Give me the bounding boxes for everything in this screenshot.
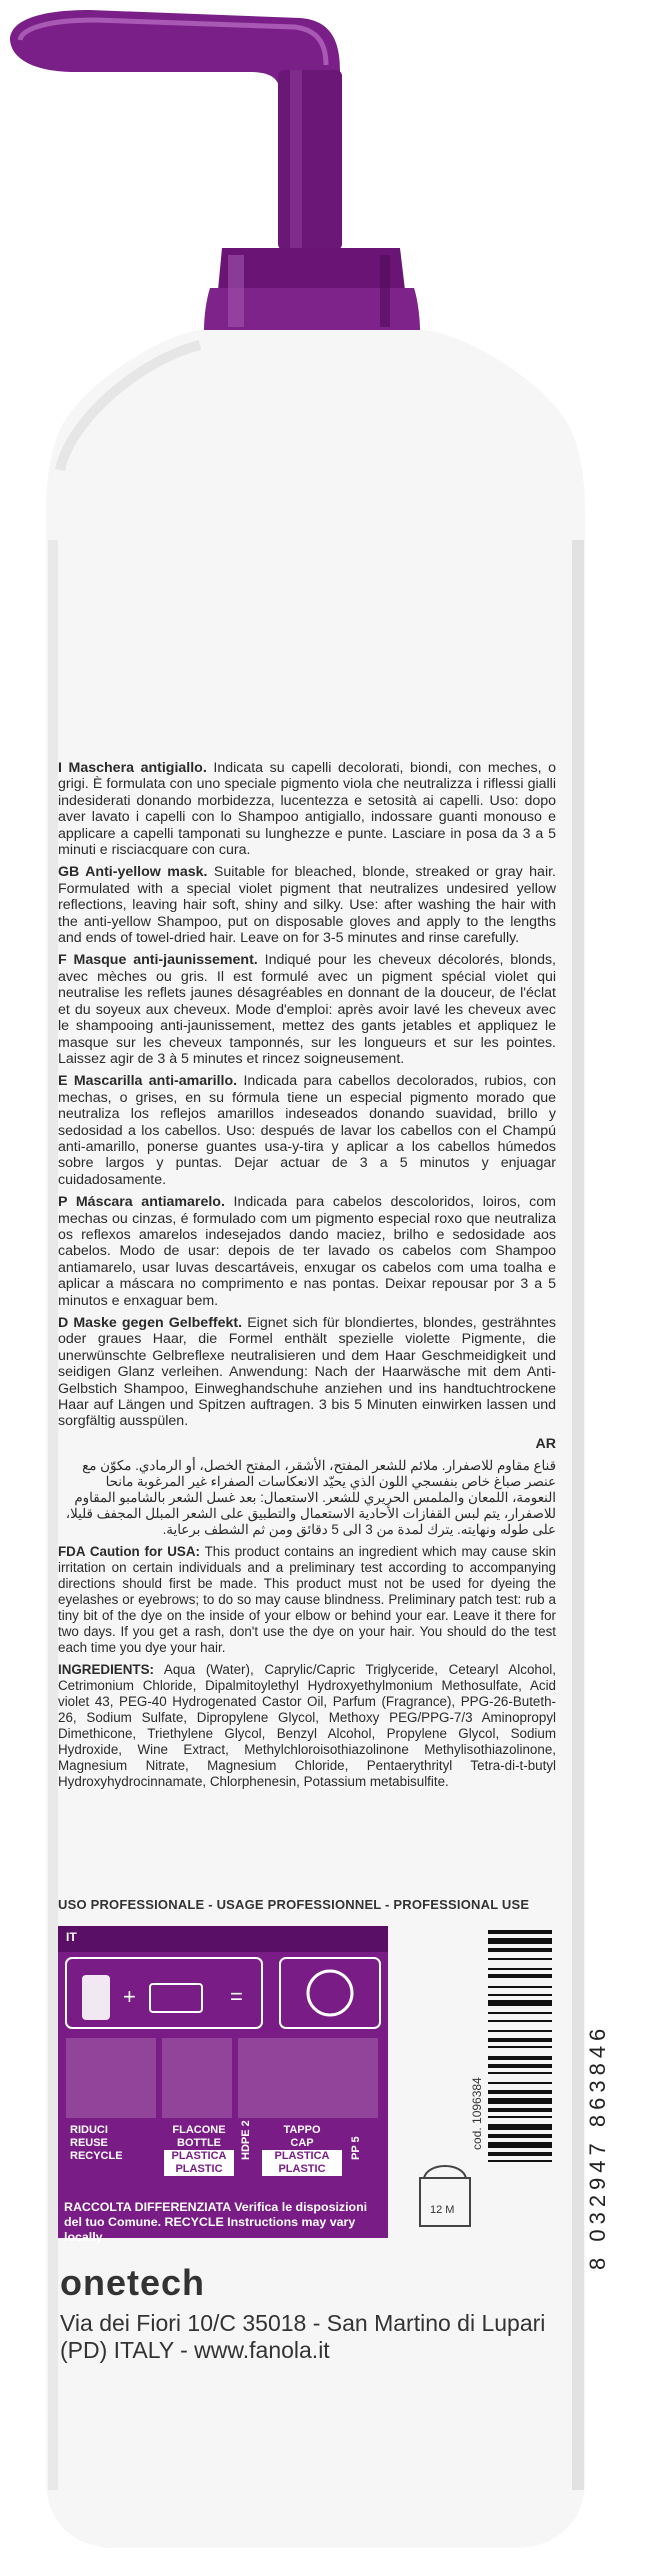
svg-text:+: + [123, 1984, 136, 2009]
barcode-bar [488, 2090, 552, 2094]
bottle-label: BOTTLE [177, 2137, 221, 2149]
label-ar-tag: AR [535, 1435, 556, 1452]
ingredients-body: Aqua (Water), Caprylic/Capric Triglyceride, Cetearyl Alcohol, Cetrimonium Chloride, Dipalmitoylethyl Hydroxyethylmonium Methosulfate, Acid violet 43, PEG-40 Hydrogenated Castor Oil, Parfum (Fragrance), PPG-26-Buteth-26, Sodium Sulfate, Dipropylene Glycol, Methoxy PEG/PPG-7/3 Aminopropyl Dimethicone, Triethylene Glycol, Benzyl Alcohol, Propylene Glycol, Sodium Hydroxide, Wine Extract, Methylchloroisothiazolinone Methylisothiazolinone, Magnesium Nitrate, Magnesium Chloride, Pentaerythrityl Tetra-di-t-butyl Hydroxyhydrocinnamate, Chlorphenesin, Potassium metabisulfite. [58, 1662, 557, 1790]
svg-text:=: = [230, 1984, 243, 2009]
barcode-bar [488, 1948, 552, 1952]
tappo-label: TAPPO [283, 2124, 321, 2136]
reuse-label: REUSE [70, 2137, 108, 2149]
barcode-bar [488, 1986, 552, 1988]
barcode-bar [488, 2000, 552, 2006]
label-it-body: Indicata su capelli decolorati, biondi, con meches, o grigi. È formulata con uno speciale pigmento viola che neutralizza i riflessi gialli indesiderati donando morbidezza, lucentezza e setosità ai capelli. Uso: dopo aver lavato i capelli con lo Shampoo antigiallo, indossare guanti monouso e applicare a capelli tamponati su lunghezze e punte. Lasciare in posa da 3 a 5 minuti e risciacquare con cura. [58, 760, 556, 859]
label-text-block [58, 760, 556, 1796]
label-es-title: E Mascarilla anti-amarillo. [58, 1073, 238, 1090]
brand-logo: onetech [60, 2262, 206, 2303]
label-fr-title: F Masque anti-jaunissement. [58, 952, 258, 969]
pump-nozzle [10, 10, 342, 250]
barcode-bar [488, 2012, 552, 2014]
barcode-bar [488, 2072, 552, 2074]
label-it-title: I Maschera antigiallo. [58, 760, 207, 776]
hdpe-label: HDPE 2 [240, 2120, 252, 2160]
barcode-bar [488, 2082, 552, 2084]
barcode-bar [488, 2038, 552, 2042]
barcode-bar [488, 1958, 552, 1960]
barcode-bar [488, 2046, 552, 2048]
barcode-number: 8 032947 863846 [585, 2023, 610, 2270]
barcode-bar [488, 2064, 552, 2068]
barcode-bar [488, 2116, 552, 2118]
barcode-bar [488, 2098, 552, 2104]
recycle-label: RECYCLE [70, 2150, 123, 2162]
barcode-bar [488, 2056, 552, 2060]
usage-line: USO PROFESSIONALE - USAGE PROFESSIONNEL - PROFESSIONAL USE [58, 1897, 530, 1912]
barcode-bar [488, 2020, 552, 2022]
barcode-bar [488, 2152, 552, 2156]
label-fda-title: FDA Caution for USA: [58, 1544, 200, 1560]
ingredients-title: INGREDIENTS: [58, 1662, 154, 1678]
barcode-bar [488, 1938, 552, 1944]
label-gb-body: Suitable for bleached, blonde, streaked or gray hair. Formulated with a special violet pigment that neutralizes undesired yellow reflections, leaving hair soft, shiny and silky. Use: after washing the hair with the anti-yellow Shampoo, put on disposable gloves and apply to the lengths and ends of towel-dried hair. Leave on for 3-5 minutes and rinse carefully. [58, 864, 556, 947]
barcode-bar [488, 2108, 552, 2112]
label-fr-body: Indiqué pour les cheveux décolorés, blonds, avec mèches ou gris. Il est formulé avec un pigment spécial violet qui neutralise les reflets jaunes désagréables en donnant de la douceur, de l'éclat et du soyeux aux cheveux. Mode d'emploi: après avoir lavé les cheveux avec le shampooing anti-jaunissement, mettez des gants jetables et appliquez le masque sur les cheveux tamponnés, sur les longueurs et sur les pointes. Laissez agir de 3 à 5 minutes et rincez soigneusement. [58, 952, 557, 1067]
label-ar-body: قناع مقاوم للاصفرار. ملائم للشعر المفتح، الأشقر، المفتح الخصل، أو الرمادي. مكوّن مع عنصر صباغ خاص بنفسجي اللون الذي يحيّد الانعكاسات الصفراء غير المرغوبة مانحا النعومة، اللمعان والملمس الحريري للشعر. الاستعمال: بعد غسل الشعر بالشامبو المقاوم للاصفرار، يتم لبس القفازات الأحادية الاستعمال والتطبيق على الشعر المبلل المجفف قليلا، على طوله ونهايته. يترك لمدة من 3 الى 5 دقائق ومن ثم الشطف برعاية. [65, 1458, 556, 1538]
barcode-bar [488, 2124, 552, 2130]
label-pt-title: P Máscara antiamarelo. [58, 1194, 225, 1211]
product-code: cod. 1096384 [470, 2077, 484, 2150]
label-de-body: Eignet sich für blondiertes, blondes, gesträhntes oder graues Haar, die Formel enthält spezielle violette Pigmente, die unerwünschte Gelbreflexe neutralisieren und dem Haar Geschmeidigkeit und seidigen Glanz verleihen. Anwendung: Nach der Haarwäsche mit dem Anti-Gelbstich Shampoo, Einweghandschuhe anziehen und ins handtuchtrockene Haar auf Längen und Spitzen auftragen. 3 bis 5 Minuten einwirken lassen und sorgfältig ausspülen. [58, 1315, 556, 1430]
address-line-1: Via dei Fiori 10/C 35018 - San Martino di Lupari [60, 2310, 546, 2336]
reduce-label: RIDUCI [70, 2124, 108, 2136]
barcode-bar [488, 2030, 552, 2032]
flacone-label: FLACONE [172, 2124, 226, 2136]
label-es-body: Indicada para cabellos decolorados, rubios, con mechas, o grises, en su fórmula tiene un especial pigmento morado que neutraliza los reflejos amarillos indeseados donando suavidad, brillo y sedosidad a los cabellos. Uso: después de lavar los cabellos con el Champú anti-amarillo, ponerse guantes usa-y-tira y aplicar a los cabellos húmedos sobre largos y puntas. Dejar actuar de 3 a 5 minutos y enjuagar cuidadosamente. [58, 1073, 556, 1188]
label-gb-title: GB Anti-yellow mask. [58, 864, 208, 881]
bottle-material: PLASTICA PLASTIC [164, 2150, 234, 2176]
label-pt-body: Indicada para cabelos descoloridos, loiros, com mechas ou cinzas, é formulado com um pigmento especial roxo que neutraliza os reflexos amarelos indesejados dando maciez, brilho e sedosidade aos cabelos. Modo de usar: depois de ter lavado os cabelos com Shampoo antiamarelo, usar luvas descartáveis, enxugar os cabelos com uma toalha e aplicar a máscara no comprimento e nas pontas. Deixar repousar por 3 a 5 minutos e enxaguar bem. [58, 1194, 556, 1309]
barcode-bar [488, 2142, 552, 2148]
recycling-panel [58, 1926, 388, 2238]
bottle-cap [204, 248, 420, 330]
barcode-bar [488, 1974, 552, 1978]
barcode-bar [488, 1930, 552, 1934]
pao-label: 12 M [430, 2204, 455, 2216]
label-fda-body: This product contains an ingredient which may cause skin irritation on certain individuals and a preliminary test according to accompanying directions should first be made. This product must not be used for dyeing the eyelashes or eyebrows; to do so may cause blindness. Preliminary patch test: rub a tiny bit of the dye on the inside of your elbow or behind your ear. Leave it there for two days. If you get a rash, don't use the dye on your hair. You should do the test each time you dye your hair. [58, 1544, 556, 1656]
label-de-title: D Maske gegen Gelbeffekt. [58, 1315, 243, 1331]
recycle-note: RACCOLTA DIFFERENZIATA Verifica le disposizioni del tuo Comune. RECYCLE Instructions may vary locally [58, 2198, 388, 2238]
barcode-bar [488, 2134, 552, 2138]
address-line-2: (PD) ITALY - www.fanola.it [60, 2337, 330, 2363]
barcode-bar [488, 1994, 552, 1996]
barcode-bar [488, 2160, 552, 2162]
pp-label: PP 5 [350, 2136, 362, 2160]
barcode-bar [488, 1968, 552, 1970]
recycle-header: IT [66, 1930, 77, 1944]
cap-label: CAP [290, 2137, 314, 2149]
cap-material: PLASTICA PLASTIC [262, 2150, 342, 2176]
